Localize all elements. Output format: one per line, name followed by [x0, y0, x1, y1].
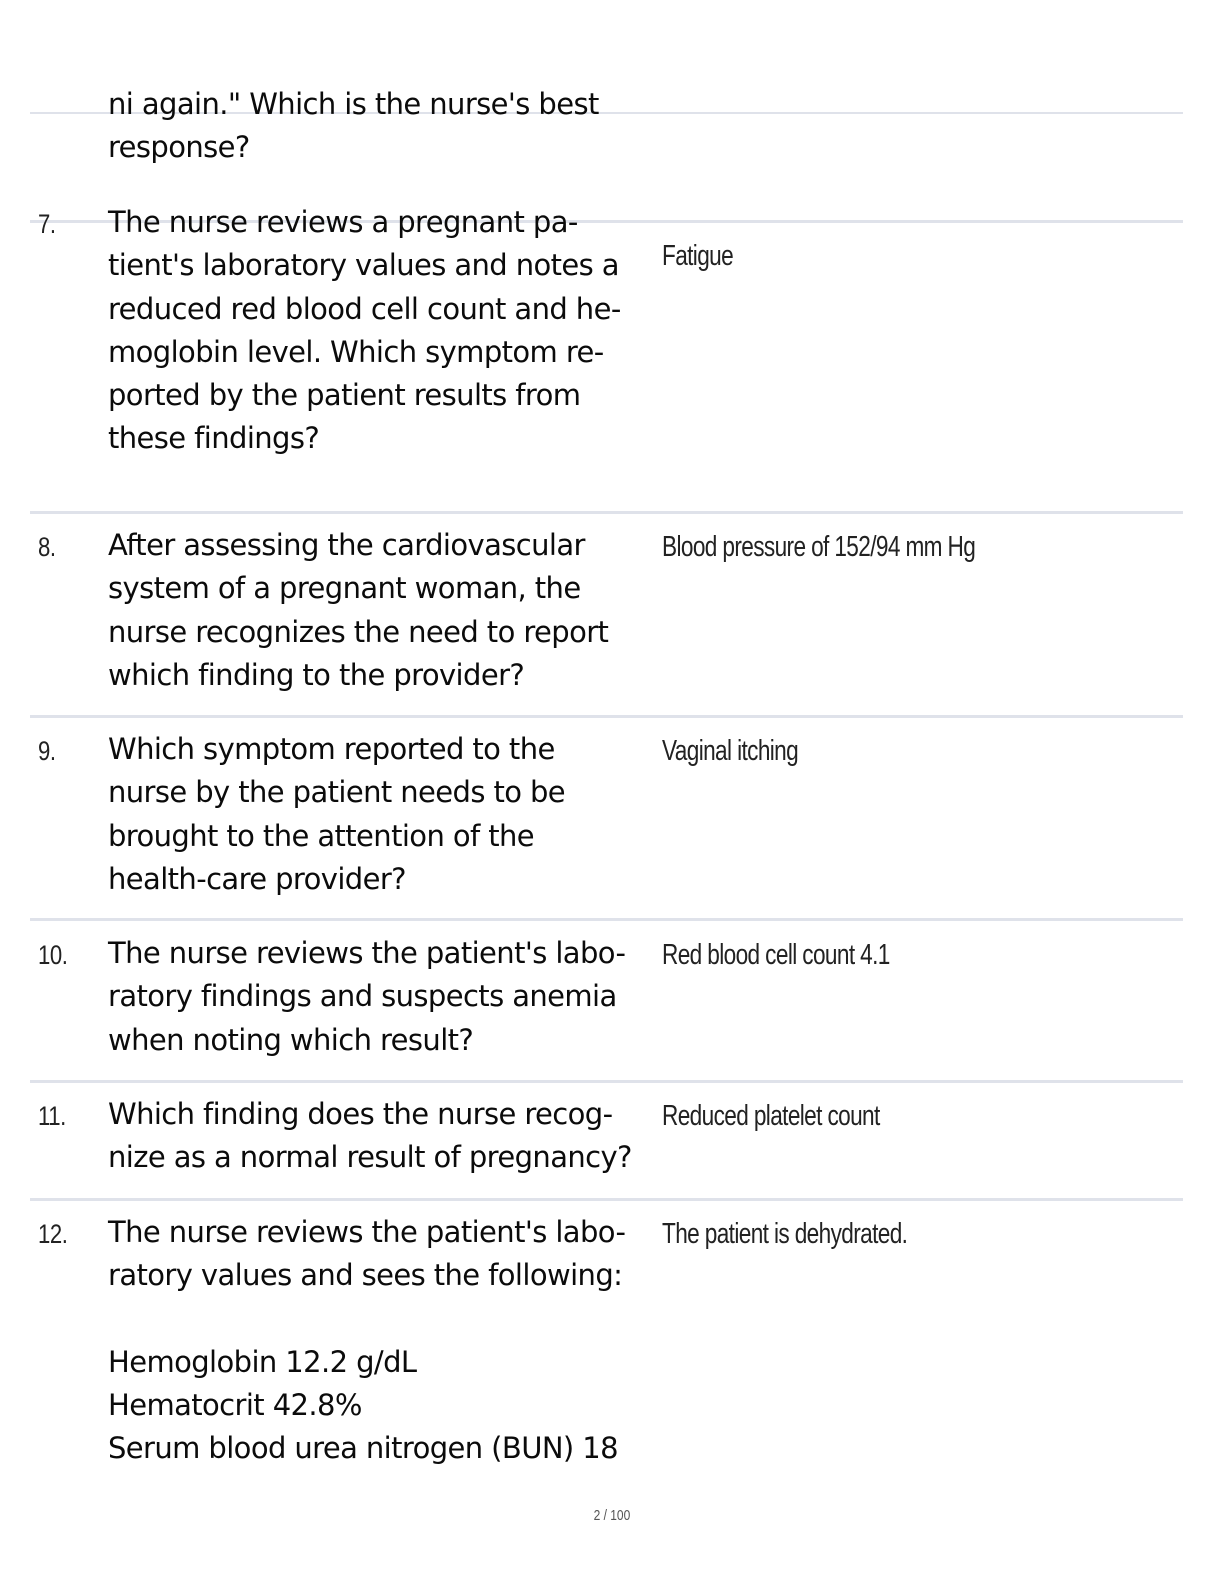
- question-number: 7.: [38, 209, 56, 239]
- question-text: After assessing the cardiovascular system of a pregnant woman, the nurse recognizes the need to report which finding to the provider?: [108, 528, 609, 692]
- question-continuation: ni again." Which is the nurse's best response?: [108, 87, 599, 165]
- row-divider: [30, 1198, 1183, 1201]
- answer-text: Blood pressure of 152/94 mm Hg: [662, 531, 976, 563]
- question-number: 8.: [38, 532, 56, 562]
- answer-text: The patient is dehydrated.: [662, 1218, 908, 1250]
- row-divider: [30, 715, 1183, 718]
- question-text: Which finding does the nurse recog- nize as a normal result of pregnancy?: [108, 1097, 632, 1175]
- question-text: The nurse reviews a pregnant pa- tient's laboratory values and notes a reduced red blood cell count and he- moglobin level. Which symptom re- ported by the patient results from these findings?: [108, 205, 621, 456]
- page-indicator-text: 2 / 100: [593, 1507, 631, 1524]
- answer-text: Red blood cell count 4.1: [662, 939, 890, 971]
- row-divider: [30, 511, 1183, 514]
- question-text: Which symptom reported to the nurse by the patient needs to be brought to the attention of the health-care provider?: [108, 732, 566, 896]
- row-divider: [30, 1080, 1183, 1083]
- answer-text: Fatigue: [662, 240, 734, 272]
- question-number: 10.: [38, 940, 68, 970]
- answer-text: Vaginal itching: [662, 735, 799, 767]
- question-number: 12.: [38, 1219, 68, 1249]
- question-number: 11.: [38, 1101, 66, 1131]
- page-indicator: [0, 1507, 1224, 1524]
- answer-text: Reduced platelet count: [662, 1100, 880, 1132]
- question-number: 9.: [38, 736, 56, 766]
- row-divider: [30, 918, 1183, 921]
- question-text: The nurse reviews the patient's labo- ratory values and sees the following: Hemoglobin 12.2 g/dL Hematocrit 42.8% Serum blood urea nitrogen (BUN) 18: [108, 1215, 626, 1466]
- question-text: The nurse reviews the patient's labo- ratory findings and suspects anemia when noting which result?: [108, 936, 626, 1057]
